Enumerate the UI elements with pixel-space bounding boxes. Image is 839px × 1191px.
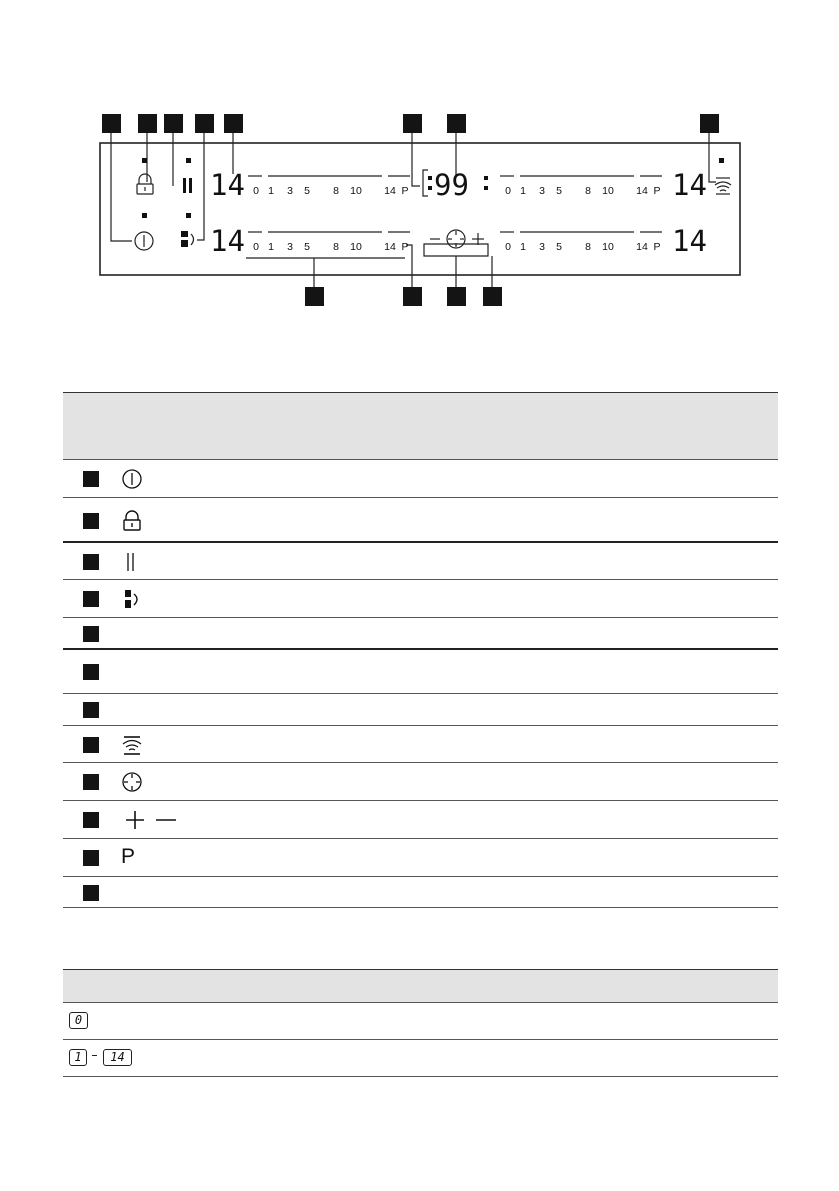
row-marker xyxy=(83,591,99,607)
callout-12 xyxy=(305,287,324,306)
callout-markers-bottom xyxy=(305,287,502,306)
scale-label[interactable]: 14 xyxy=(384,185,396,197)
callout-7 xyxy=(447,114,466,133)
callout-markers-top xyxy=(102,114,719,133)
scale-label[interactable]: 0 xyxy=(505,241,511,253)
table-row xyxy=(63,650,778,694)
table-row xyxy=(63,498,778,543)
panel-frame xyxy=(100,143,740,275)
pause-icon xyxy=(121,551,143,573)
scale-label[interactable]: 0 xyxy=(253,185,259,197)
scale-label[interactable]: 8 xyxy=(333,185,339,197)
timer-controls[interactable] xyxy=(430,230,484,248)
table2-row-0 xyxy=(63,1003,778,1040)
scale-label[interactable]: 10 xyxy=(350,185,362,197)
table-row xyxy=(63,726,778,763)
table-row xyxy=(63,839,778,877)
scale-label[interactable]: 5 xyxy=(304,185,310,197)
display-fourteen-symbol: 14 xyxy=(103,1049,132,1066)
scale-label[interactable]: 1 xyxy=(520,241,526,253)
power-icon[interactable] xyxy=(135,232,153,250)
callout-9 xyxy=(447,287,466,306)
table-row xyxy=(63,877,778,908)
power-icon xyxy=(121,468,143,490)
scale-label[interactable]: 3 xyxy=(287,185,293,197)
range-dash xyxy=(92,1055,97,1056)
panel-elements-table xyxy=(63,392,778,908)
callout-6 xyxy=(403,114,422,133)
callout-4 xyxy=(195,114,214,133)
callout-2 xyxy=(138,114,157,133)
hob2hood-icon xyxy=(121,734,143,756)
scale-label[interactable]: P xyxy=(653,241,661,253)
scale-label[interactable]: 10 xyxy=(602,185,614,197)
row-marker xyxy=(83,702,99,718)
scale-label[interactable]: P xyxy=(653,185,661,197)
scale-label[interactable]: 5 xyxy=(556,241,562,253)
table-row xyxy=(63,801,778,839)
scale-label[interactable]: 1 xyxy=(268,185,274,197)
scale-label[interactable]: 14 xyxy=(636,241,648,253)
zone-display-front-left: 14 xyxy=(210,168,245,202)
pause-icon[interactable] xyxy=(183,178,192,193)
row-marker xyxy=(83,737,99,753)
scale-label[interactable]: 1 xyxy=(268,241,274,253)
scale-label[interactable]: 14 xyxy=(384,241,396,253)
row-marker xyxy=(83,471,99,487)
scale-label[interactable]: 14 xyxy=(636,185,648,197)
heat-setting-table xyxy=(63,969,778,1077)
lock-icon[interactable] xyxy=(137,174,153,194)
control-panel-diagram xyxy=(0,0,839,330)
row-marker xyxy=(83,850,99,866)
scale-label[interactable]: 8 xyxy=(333,241,339,253)
zone-display-rear-left: 14 xyxy=(210,224,245,258)
scale-label[interactable]: P xyxy=(401,185,409,197)
table-row xyxy=(63,580,778,618)
row-marker xyxy=(83,513,99,529)
scale-label[interactable]: 10 xyxy=(350,241,362,253)
row-marker xyxy=(83,664,99,680)
table-row xyxy=(63,763,778,801)
scale-label[interactable]: 1 xyxy=(520,185,526,197)
scale-label[interactable]: 3 xyxy=(287,241,293,253)
scale-label[interactable]: 5 xyxy=(304,241,310,253)
p-symbol: P xyxy=(121,845,136,868)
timer-icon xyxy=(121,771,143,793)
lock-icon xyxy=(121,510,143,532)
display-one-symbol: 1 xyxy=(69,1049,87,1066)
row-marker xyxy=(83,885,99,901)
table-row xyxy=(63,460,778,498)
scale-label[interactable]: P xyxy=(401,241,409,253)
row-marker xyxy=(83,812,99,828)
table-header xyxy=(63,392,778,460)
callout-8 xyxy=(700,114,719,133)
callout-10 xyxy=(483,287,502,306)
scale-label[interactable]: 0 xyxy=(253,241,259,253)
callout-5 xyxy=(224,114,243,133)
scale-label[interactable]: 8 xyxy=(585,241,591,253)
zone-display-front-right: 14 xyxy=(672,168,707,202)
table-row xyxy=(63,618,778,650)
scale-label[interactable]: 10 xyxy=(602,241,614,253)
row-marker xyxy=(83,554,99,570)
hob2hood-icon[interactable] xyxy=(715,178,731,194)
bridge-icon[interactable] xyxy=(181,231,194,247)
bridge-icon xyxy=(121,588,143,610)
row-marker xyxy=(83,626,99,642)
table-row xyxy=(63,694,778,726)
scale-label[interactable]: 3 xyxy=(539,185,545,197)
leader-lines xyxy=(111,133,716,287)
plus-minus-icon xyxy=(121,809,181,831)
callout-11 xyxy=(403,287,422,306)
callout-3 xyxy=(164,114,183,133)
timer-value: 99 xyxy=(434,168,469,202)
timer-display xyxy=(423,168,488,202)
display-zero-symbol: 0 xyxy=(69,1012,88,1029)
scale-label[interactable]: 0 xyxy=(505,185,511,197)
row-marker xyxy=(83,774,99,790)
scale-label[interactable]: 8 xyxy=(585,185,591,197)
table-row xyxy=(63,543,778,580)
table2-header xyxy=(63,969,778,1003)
scale-label[interactable]: 5 xyxy=(556,185,562,197)
scale-label[interactable]: 3 xyxy=(539,241,545,253)
table2-row-1 xyxy=(63,1040,778,1077)
callout-1 xyxy=(102,114,121,133)
zone-display-rear-right: 14 xyxy=(672,224,707,258)
